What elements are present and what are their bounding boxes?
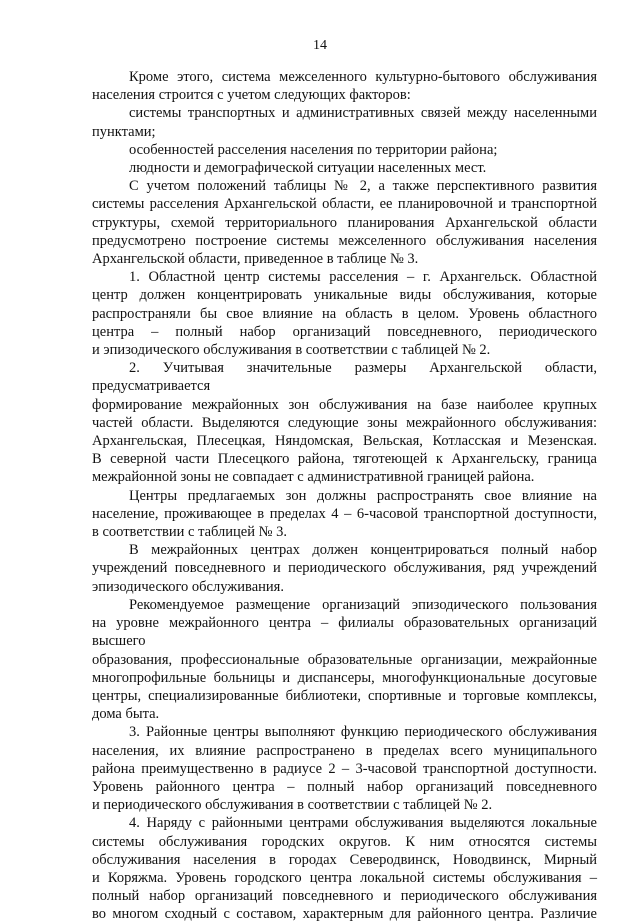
text-line: в соответствии с таблицей № 3. — [92, 524, 287, 541]
page-number: 14 — [313, 38, 327, 53]
paragraph — [92, 487, 597, 542]
text-line: Центры предлагаемых зон должны распространять свое влияние на — [129, 487, 597, 504]
text-line: Архангельская, Плесецкая, Няндомская, Вельская, Котласская и Мезенская. — [92, 433, 597, 450]
text-line: системы обслуживания городских округов. К ним относятся системы — [92, 833, 597, 850]
paragraph — [92, 104, 597, 140]
paragraph — [92, 359, 597, 486]
text-line: обслуживания населения в городах Северодвинск, Новодвинск, Мирный — [92, 851, 597, 868]
paragraph — [92, 268, 597, 359]
text-line: района преимущественно в радиусе 2 – 3-часовой транспортной доступности. — [92, 760, 597, 777]
text-line: системы расселения Архангельской области, ее планировочной и транспортной — [92, 196, 597, 213]
text-line: и эпизодического обслуживания в соответствии с таблицей № 2. — [92, 342, 491, 359]
text-line: центры, специализированные библиотеки, спортивные и торговые комплексы, — [92, 687, 597, 704]
text-line: 4. Наряду с районными центрами обслуживания выделяются локальные — [129, 815, 597, 832]
text-line: центр должен концентрировать уникальные виды обслуживания, которые — [92, 287, 597, 304]
text-line: населения строится с учетом следующих факторов: — [92, 87, 411, 104]
text-line: Рекомендуемое размещение организаций эпизодического пользования — [129, 596, 597, 613]
text-line: особенностей расселения населения по территории района; — [129, 141, 498, 158]
text-line: С учетом положений таблицы № 2, а также перспективного развития — [129, 178, 597, 195]
text-line: предусмотрено построение системы межселенного обслуживания населения — [92, 232, 597, 249]
text-line: 3. Районные центры выполняют функцию периодического обслуживания — [129, 724, 597, 741]
text-line: структуры, схемой территориального планирования Архангельской области — [92, 214, 597, 231]
text-line: формирование межрайонных зон обслуживания на базе наиболее крупных — [92, 396, 597, 413]
document-body — [92, 68, 597, 924]
text-line: Архангельской области, приведенное в таблице № 3. — [92, 251, 419, 268]
text-line: и периодического обслуживания в соответствии с таблицей № 2. — [92, 797, 493, 814]
text-line: В северной части Плесецкого района, тяготеющей к Архангельску, граница — [92, 451, 597, 468]
text-line: людности и демографической ситуации населенных мест. — [129, 160, 487, 177]
paragraph — [92, 68, 597, 104]
text-line: частей области. Выделяются следующие зоны межрайонного обслуживания: — [92, 414, 597, 431]
text-line: центра – полный набор организаций повседневного, периодического — [92, 323, 597, 340]
text-line: многопрофильные больницы и диспансеры, многофункциональные досуговые — [92, 669, 597, 686]
paragraph — [92, 723, 597, 814]
paragraph — [92, 814, 597, 923]
text-line: В межрайонных центрах должен концентрироваться полный набор — [129, 542, 597, 559]
text-line: 1. Областной центр системы расселения – г. Архангельск. Областной — [129, 269, 597, 286]
text-line: эпизодического обслуживания. — [92, 578, 284, 595]
text-line: образования, профессиональные образовательные организации, межрайонные — [92, 651, 597, 668]
text-line: население, проживающее в пределах 4 – 6-часовой транспортной доступности, — [92, 505, 597, 522]
paragraph — [92, 159, 597, 177]
text-line: на уровне межрайонного центра – филиалы образовательных организаций высшего — [92, 615, 597, 650]
paragraph — [92, 596, 597, 723]
text-line: населения, их влияние распространено в пределах всего муниципального — [92, 742, 597, 759]
text-line: межрайонной зоны не совпадает с административной границей района. — [92, 469, 535, 486]
text-line: Кроме этого, система межселенного культурно-бытового обслуживания — [129, 69, 597, 85]
text-line: дома быта. — [92, 706, 160, 723]
text-line: полный набор организаций повседневного и периодического обслуживания — [92, 888, 597, 905]
text-line: учреждений повседневного и периодического обслуживания, ряд учреждений — [92, 560, 597, 577]
text-line: 2. Учитывая значительные размеры Архангельской области, предусматривается — [92, 360, 597, 395]
text-line: во многом сходный с составом, характерным для районного центра. Различие — [92, 906, 597, 923]
text-line: распространяли бы свое влияние на область в целом. Уровень областного — [92, 305, 597, 322]
text-line: системы транспортных и административных связей между населенными — [129, 105, 597, 122]
text-line: пунктами; — [92, 123, 156, 140]
paragraph — [92, 541, 597, 596]
text-line: Уровень районного центра – полный набор организаций повседневного — [92, 778, 597, 795]
paragraph — [92, 141, 597, 159]
paragraph — [92, 177, 597, 268]
text-line: и Коряжма. Уровень городского центра локальной системы обслуживания – — [92, 869, 597, 886]
